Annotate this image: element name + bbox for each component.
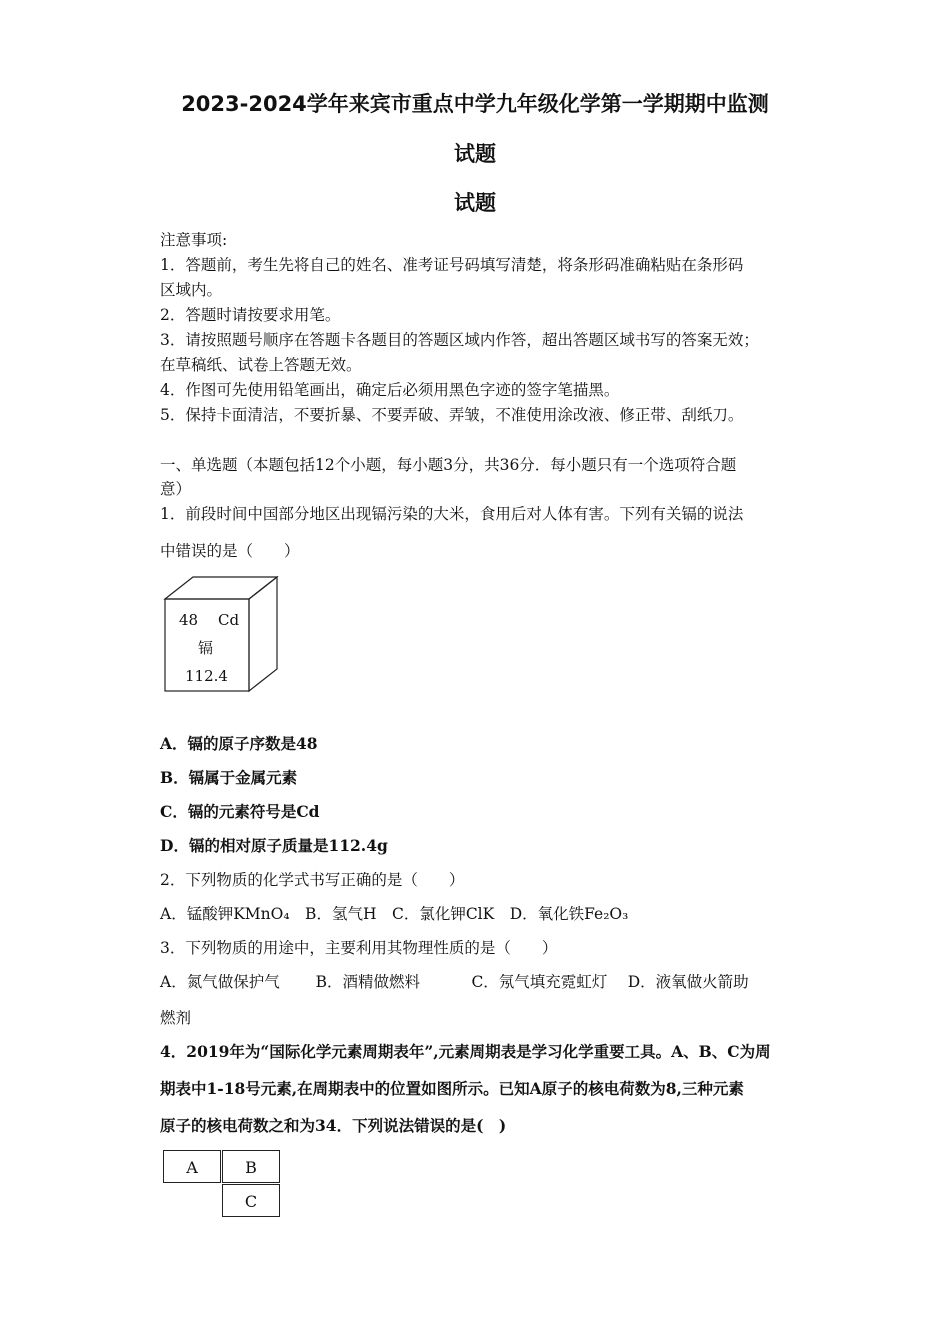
notice-item: 5．保持卡面清洁，不要折暴、不要弄破、弄皱，不准使用涂改液、修正带、刮纸刀。 (160, 406, 744, 424)
notice-item: 4．作图可先使用铅笔画出，确定后必须用黑色字迹的签字笔描黑。 (160, 381, 620, 399)
element-atomic-mass: 112.4 (185, 667, 228, 685)
notice-item: 在草稿纸、试卷上答题无效。 (160, 356, 362, 374)
section-heading-cont: 意） (160, 480, 192, 498)
element-card-cadmium (163, 575, 279, 693)
element-symbol: Cd (218, 611, 240, 629)
cell-b: B (222, 1150, 280, 1183)
notice-item: 区域内。 (160, 281, 223, 299)
q4-stem-cont2: 原子的核电荷数之和为34．下列说法错误的是( ) (160, 1116, 507, 1135)
q4-stem-cont: 期表中1-18号元素,在周期表中的位置如图所示。已知A原子的核电荷数为8,三种元素 (160, 1079, 744, 1098)
q3-options: A．氮气做保护气 B．酒精做燃料 C．氖气填充霓虹灯 D．液氧做火箭助 (160, 973, 749, 991)
notice-heading: 注意事项: (160, 231, 228, 249)
notice-item: 1．答题前，考生先将自己的姓名、准考证号码填写清楚，将条形码准确粘贴在条形码 (160, 256, 744, 274)
section-heading: 一、单选题（本题包括12个小题，每小题3分，共36分．每小题只有一个选项符合题 (160, 456, 737, 474)
element-name: 镉 (198, 639, 214, 657)
q1-option-d: D．镉的相对原子质量是112.4g (160, 836, 388, 855)
q2-options: A．锰酸钾KMnO₄ B．氢气H C．氯化钾ClK D．氧化铁Fe₂O₃ (160, 905, 629, 923)
page-title-cont: 试题 (454, 142, 496, 166)
notice-item: 2．答题时请按要求用笔。 (160, 306, 341, 324)
q1-option-c: C．镉的元素符号是Cd (160, 802, 320, 821)
q1-option-b: B．镉属于金属元素 (160, 768, 298, 787)
q1-stem: 1．前段时间中国部分地区出现镉污染的大米，食用后对人体有害。下列有关镉的说法 (160, 505, 744, 523)
cell-a: A (163, 1150, 221, 1183)
q3-stem: 3．下列物质的用途中，主要利用其物理性质的是（ ） (160, 939, 558, 957)
element-atomic-number: 48 (179, 611, 199, 629)
page-title: 2023-2024学年来宾市重点中学九年级化学第一学期期中监测 (181, 92, 769, 116)
q4-stem: 4．2019年为“国际化学元素周期表年”,元素周期表是学习化学重要工具。A、B、C为周 (160, 1042, 771, 1061)
q1-stem-cont: 中错误的是（ ） (160, 542, 300, 560)
notice-item: 3．请按照题号顺序在答题卡各题目的答题区域内作答，超出答题区域书写的答案无效； (160, 331, 759, 349)
q1-option-a: A．镉的原子序数是48 (160, 734, 318, 753)
page-subtitle: 试题 (454, 191, 496, 215)
cell-c: C (222, 1184, 280, 1217)
q2-stem: 2．下列物质的化学式书写正确的是（ ） (160, 871, 465, 889)
q3-options-cont: 燃剂 (160, 1009, 192, 1027)
